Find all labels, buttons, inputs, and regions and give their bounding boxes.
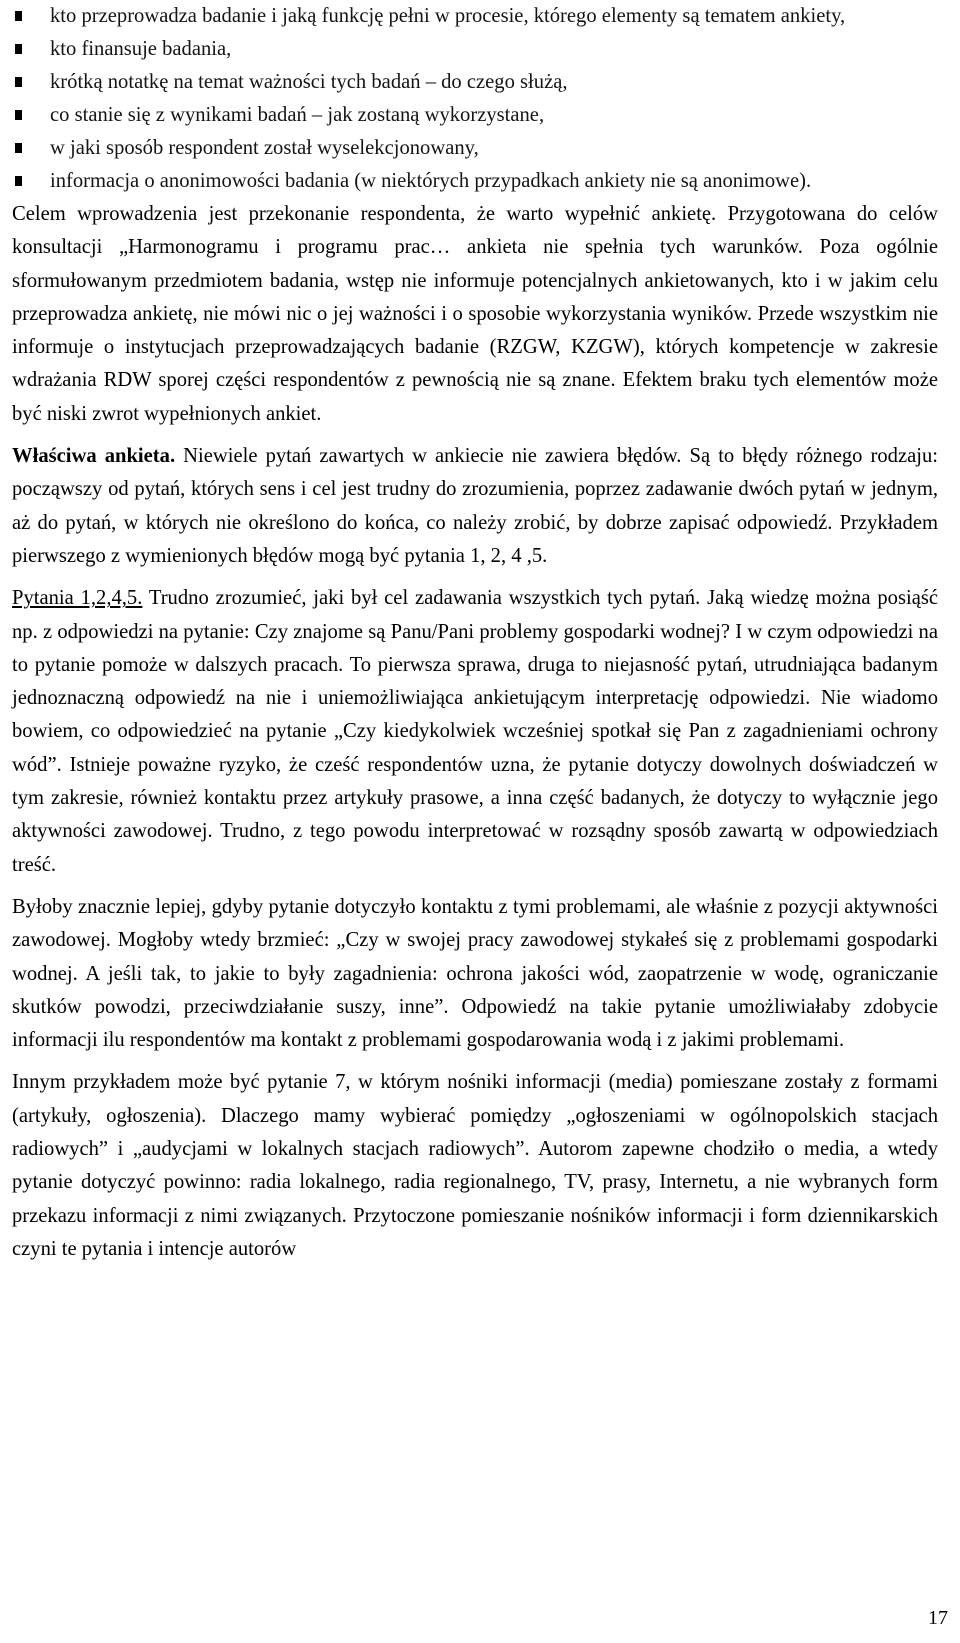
square-bullet-icon <box>15 143 22 153</box>
bullet-text: krótką notatkę na temat ważności tych badań – do czego służą, <box>50 71 568 93</box>
bullet-text: w jaki sposób respondent został wyselekcjonowany, <box>50 137 479 159</box>
square-bullet-icon <box>15 110 22 120</box>
bullet-list <box>12 0 938 198</box>
paragraph-proper-survey <box>12 440 938 573</box>
square-bullet-icon <box>15 176 22 186</box>
paragraph-heading: Pytania 1,2,4,5. <box>12 587 143 610</box>
bullet-text: kto przeprowadza badanie i jaką funkcję pełni w procesie, którego elementy są tematem ankiety, <box>50 5 846 27</box>
bullet-item <box>12 33 938 66</box>
paragraph-question-seven: Innym przykładem może być pytanie 7, w którym nośniki informacji (media) pomieszane zostały z formami (artykuły, ogłoszenia). Dlaczego mamy wybierać pomiędzy „ogłoszeniami w ogólnopolskich stacjach radiowych” i „audycjami w lokalnych stacjach radiowych”. Autorom zapewne chodziło o media, a wtedy pytanie dotyczyć powinno: radia lokalnego, radia regionalnego, TV, prasy, Internetu, a nie wybranych form przekazu informacji z nimi związanych. Przytoczone pomieszanie nośników informacji i form dziennikarskich czyni te pytania i intencje autorów <box>12 1071 938 1260</box>
bullet-text: co stanie się z wynikami badań – jak zostaną wykorzystane, <box>50 104 545 126</box>
bullet-item <box>12 66 938 99</box>
square-bullet-icon <box>15 11 22 21</box>
paragraph-better-question: Byłoby znacznie lepiej, gdyby pytanie dotyczyło kontaktu z tymi problemami, ale właśnie z pozycji aktywności zawodowej. Mogłoby wtedy brzmieć: „Czy w swojej pracy zawodowej stykałeś się z problemami gospodarki wodnej. A jeśli tak, to jakie to były zagadnienia: ochrona jakości wód, zaopatrzenie w wodę, ograniczanie skutków powodzi, przeciwdziałanie suszy, inne”. Odpowiedź na takie pytanie umożliwiałaby zdobycie informacji ilu respondentów ma kontakt z problemami gospodarowania wodą i z jakimi problemami. <box>12 895 938 1052</box>
paragraph-introduction: Celem wprowadzenia jest przekonanie respondenta, że warto wypełnić ankietę. Przygotowana do celów konsultacji „Harmonogramu i programu prac… ankieta nie spełnia tych warunków. Poza ogólnie sformułowanym przedmiotem badania, wstęp nie informuje potencjalnych ankietowanych, kto i w jakim celu przeprowadza ankietę, nie mówi nic o jej ważności i o sposobie wykorzystania wyników. Przede wszystkim nie informuje o instytucjach przeprowadzających badanie (RZGW, KZGW), których kompetencje w zakresie wdrażania RDW sporej części respondentów z pewnością nie są znane. Efektem braku tych elementów może być niski zwrot wypełnionych ankiet. <box>12 203 938 425</box>
bullet-item <box>12 99 938 132</box>
bullet-item <box>12 0 938 33</box>
square-bullet-icon <box>15 44 22 54</box>
paragraph-body: Trudno zrozumieć, jaki był cel zadawania wszystkich tych pytań. Jaką wiedzę można posiąść np. z odpowiedzi na pytanie: Czy znajome są Panu/Pani problemy gospodarki wodnej? I w czym odpowiedzi na to pytanie pomoże w dalszych pracach. To pierwsza sprawa, druga to niejasność pytań, utrudniająca badanym jednoznaczną odpowiedź na nie i uniemożliwiająca ankietującym interpretację odpowiedzi. Nie wiadomo bowiem, co odpowiedzieć na pytanie „Czy kiedykolwiek wcześniej spotkał się Pan z zagadnieniami ochrony wód”. Istnieje poważne ryzyko, że cześć respondentów uzna, że pytanie dotyczy dowolnych doświadczeń w tym zakresie, również kontaktu przez artykuły prasowe, a inna część badanych, że dotyczy to wyłącznie jego aktywności zawodowej. Trudno, z tego powodu interpretować w rozsądny sposób zawartą w odpowiedziach treść. <box>12 587 938 876</box>
bullet-item <box>12 165 938 198</box>
paragraph-heading: Właściwa ankieta. <box>12 445 176 468</box>
paragraph-questions <box>12 582 938 882</box>
bullet-text: kto finansuje badania, <box>50 38 232 60</box>
document-page <box>12 0 938 1266</box>
square-bullet-icon <box>15 77 22 87</box>
paragraph-body: Niewiele pytań zawartych w ankiecie nie zawiera błędów. Są to błędy różnego rodzaju: począwszy od pytań, których sens i cel jest trudny do zrozumienia, poprzez zadawanie dwóch pytań w jednym, aż do pytań, w których nie określono do końca, co należy zrobić, by dobrze zapisać odpowiedź. Przykładem pierwszego z wymienionych błędów mogą być pytania 1, 2, 4 ,5. <box>12 445 938 567</box>
page-number: 17 <box>928 1607 948 1629</box>
bullet-text: informacja o anonimowości badania (w niektórych przypadkach ankiety nie są anonimowe). <box>50 170 812 192</box>
bullet-item <box>12 132 938 165</box>
